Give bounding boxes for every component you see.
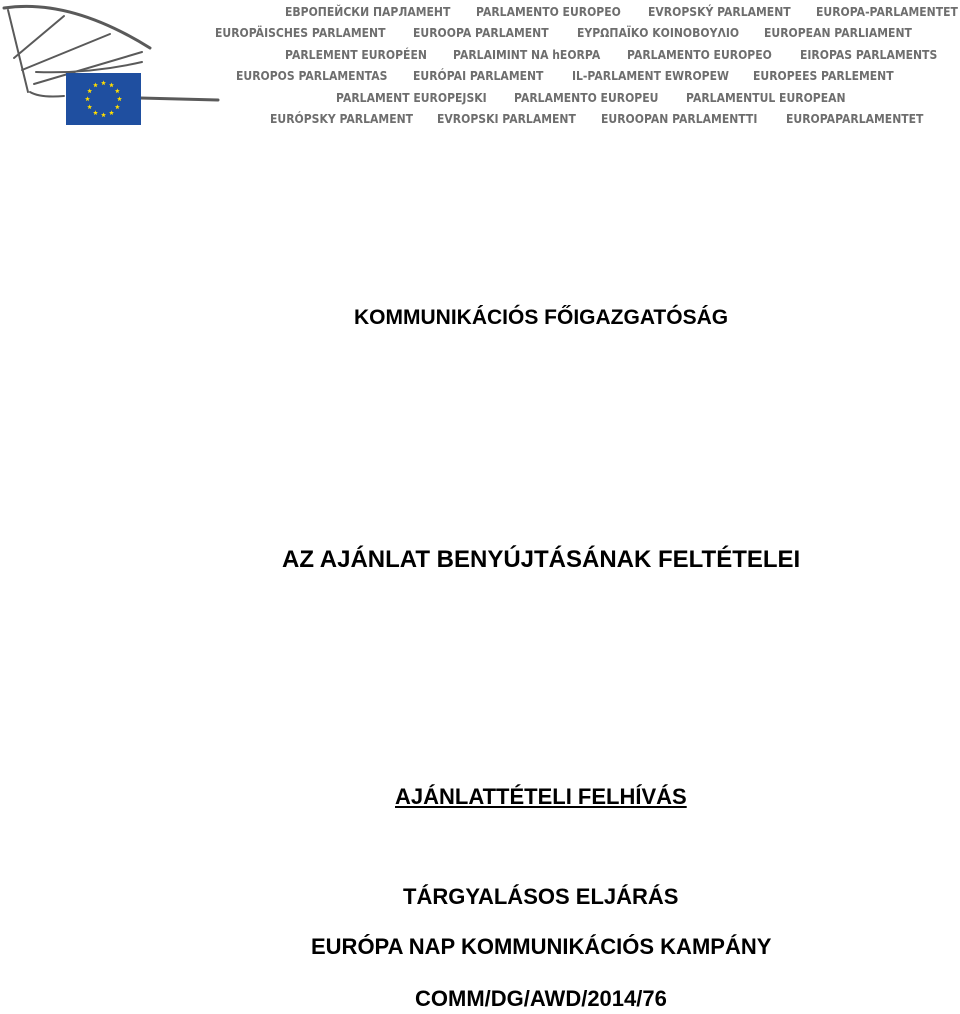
parliament-name: EVROPSKÝ PARLAMENT [648, 4, 791, 19]
parliament-name: EUROOPA PARLAMENT [413, 25, 549, 40]
parliament-name: EUROPEES PARLEMENT [753, 68, 894, 83]
parliament-name: EUROOPAN PARLAMENTTI [601, 111, 758, 126]
parliament-name: EUROPAPARLAMENTET [786, 111, 924, 126]
parliament-name: ЕВРОПЕЙСКИ ПАРЛАМЕНТ [285, 4, 451, 19]
parliament-name: PARLAMENTO EUROPEO [476, 4, 621, 19]
directorate-title: KOMMUNIKÁCIÓS FŐIGAZGATÓSÁG [354, 306, 729, 329]
parliament-name: PARLAMENTO EUROPEU [514, 90, 659, 105]
parliament-name: EIROPAS PARLAMENTS [800, 47, 938, 62]
parliament-name: PARLAMENT EUROPEJSKI [336, 90, 487, 105]
conditions-title: AZ AJÁNLAT BENYÚJTÁSÁNAK FELTÉTELEI [282, 546, 801, 573]
parliament-name: PARLAIMINT NA hEORPA [453, 47, 601, 62]
parliament-name: PARLAMENTO EUROPEO [627, 47, 772, 62]
parliament-name: ΕΥΡΩΠΑΪΚΟ ΚΟΙΝΟΒΟΥΛΙΟ [577, 25, 740, 40]
campaign-title: EURÓPA NAP KOMMUNIKÁCIÓS KAMPÁNY [311, 934, 772, 959]
parliament-names-row [0, 67, 960, 85]
parliament-name: EVROPSKI PARLAMENT [437, 111, 576, 126]
parliament-names-row [0, 24, 960, 42]
parliament-name: IL-PARLAMENT EWROPEW [572, 68, 729, 83]
parliament-name: EURÓPSKY PARLAMENT [270, 111, 414, 126]
parliament-names-row [0, 46, 960, 64]
parliament-name: PARLAMENTUL EUROPEAN [686, 90, 846, 105]
parliament-name: EUROPEAN PARLIAMENT [764, 25, 912, 40]
procedure-type: TÁRGYALÁSOS ELJÁRÁS [403, 884, 679, 909]
parliament-name: EUROPA-PARLAMENTET [816, 4, 958, 19]
parliament-name: EURÓPAI PARLAMENT [413, 68, 544, 83]
parliament-name: EUROPOS PARLAMENTAS [236, 68, 388, 83]
parliament-names-row [0, 3, 960, 21]
reference-number: COMM/DG/AWD/2014/76 [415, 986, 667, 1011]
parliament-name: EUROPÄISCHES PARLAMENT [215, 25, 386, 40]
parliament-name: PARLEMENT EUROPÉEN [285, 47, 427, 62]
parliament-names-row [0, 110, 960, 128]
parliament-names-block [0, 0, 960, 130]
parliament-names-row [0, 89, 960, 107]
invitation-title: AJÁNLATTÉTELI FELHÍVÁS [395, 784, 687, 809]
